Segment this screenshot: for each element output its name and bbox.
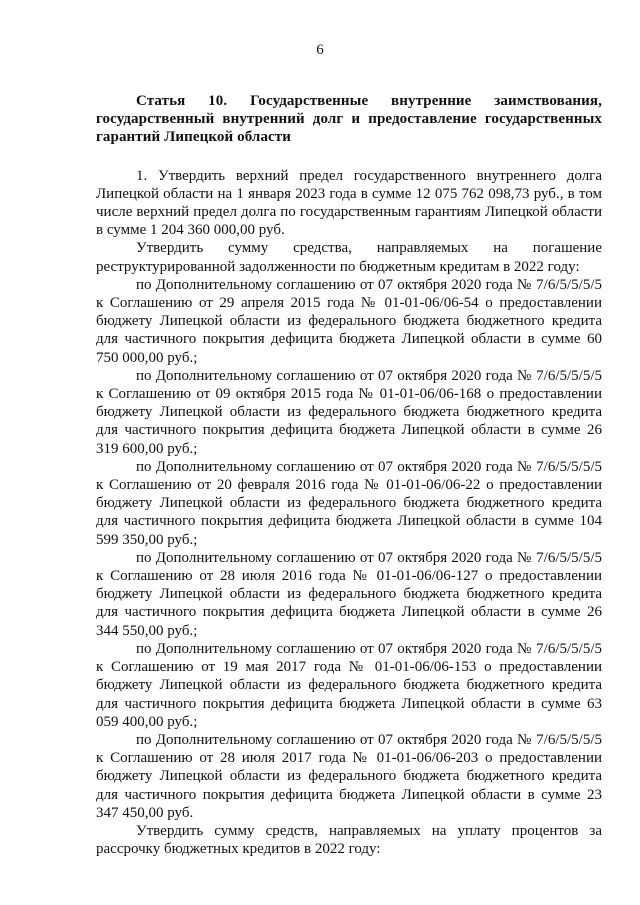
paragraph-agreement-5: по Дополнительному соглашению от 07 октября 2020 года № 7/6/5/5/5/5 к Соглашению от 19 мая 2017 года № 01-01-06/06-153 о предоставлении бюджету Липецкой области из федерального бюджета бюджетного кредита для частичного покрытия дефицита бюджета Липецкой области в сумме 63 059 400,00 руб.; <box>96 640 602 730</box>
paragraph-agreement-2: по Дополнительному соглашению от 07 октября 2020 года № 7/6/5/5/5/5 к Соглашению от 09 октября 2015 года № 01-01-06/06-168 о предоставлении бюджету Липецкой области из федерального бюджета бюджетного кредита для частичного покрытия дефицита бюджета Липецкой области в сумме 26 319 600,00 руб.; <box>96 367 602 457</box>
page-number: 6 <box>316 42 324 58</box>
paragraph-debt-limit: 1. Утвердить верхний предел государственного внутреннего долга Липецкой области на 1 января 2023 года в сумме 12 075 762 098,73 руб., в том числе верхний предел долга по государственным гарантиям Липецкой области в сумме 1 204 360 000,00 руб. <box>96 167 602 239</box>
paragraph-repayment-intro: Утвердить сумму средства, направляемых на погашение реструктурированной задолженности по бюджетным кредитам в 2022 году: <box>96 240 602 275</box>
paragraph-interest-intro: Утвердить сумму средств, направляемых на уплату процентов за рассрочку бюджетных кредитов в 2022 году: <box>96 822 602 858</box>
paragraph-agreement-1: по Дополнительному соглашению от 07 октября 2020 года № 7/6/5/5/5/5 к Соглашению от 29 апреля 2015 года № 01-01-06/06-54 о предоставлении бюджету Липецкой области из федерального бюджета бюджетного кредита для частичного покрытия дефицита бюджета Липецкой области в сумме 60 750 000,00 руб.; <box>96 276 602 366</box>
document-body <box>96 92 602 858</box>
paragraph-agreement-4: по Дополнительному соглашению от 07 октября 2020 года № 7/6/5/5/5/5 к Соглашению от 28 июля 2016 года № 01-01-06/06-127 о предоставлении бюджету Липецкой области из федерального бюджета бюджетного кредита для частичного покрытия дефицита бюджета Липецкой области в сумме 26 344 550,00 руб.; <box>96 549 602 639</box>
paragraph-agreement-6: по Дополнительному соглашению от 07 октября 2020 года № 7/6/5/5/5/5 к Соглашению от 28 июля 2017 года № 01-01-06/06-203 о предоставлении бюджету Липецкой области из федерального бюджета бюджетного кредита для частичного покрытия дефицита бюджета Липецкой области в сумме 23 347 450,00 руб. <box>96 731 602 821</box>
paragraph-agreement-3: по Дополнительному соглашению от 07 октября 2020 года № 7/6/5/5/5/5 к Соглашению от 20 февраля 2016 года № 01-01-06/06-22 о предоставлении бюджету Липецкой области из федерального бюджета бюджетного кредита для частичного покрытия дефицита бюджета Липецкой области в сумме 104 599 350,00 руб.; <box>96 458 602 548</box>
article-title: Статья 10. Государственные внутренние заимствования, государственный внутренний долг и предоставление государственных гарантий Липецкой области <box>96 93 602 146</box>
